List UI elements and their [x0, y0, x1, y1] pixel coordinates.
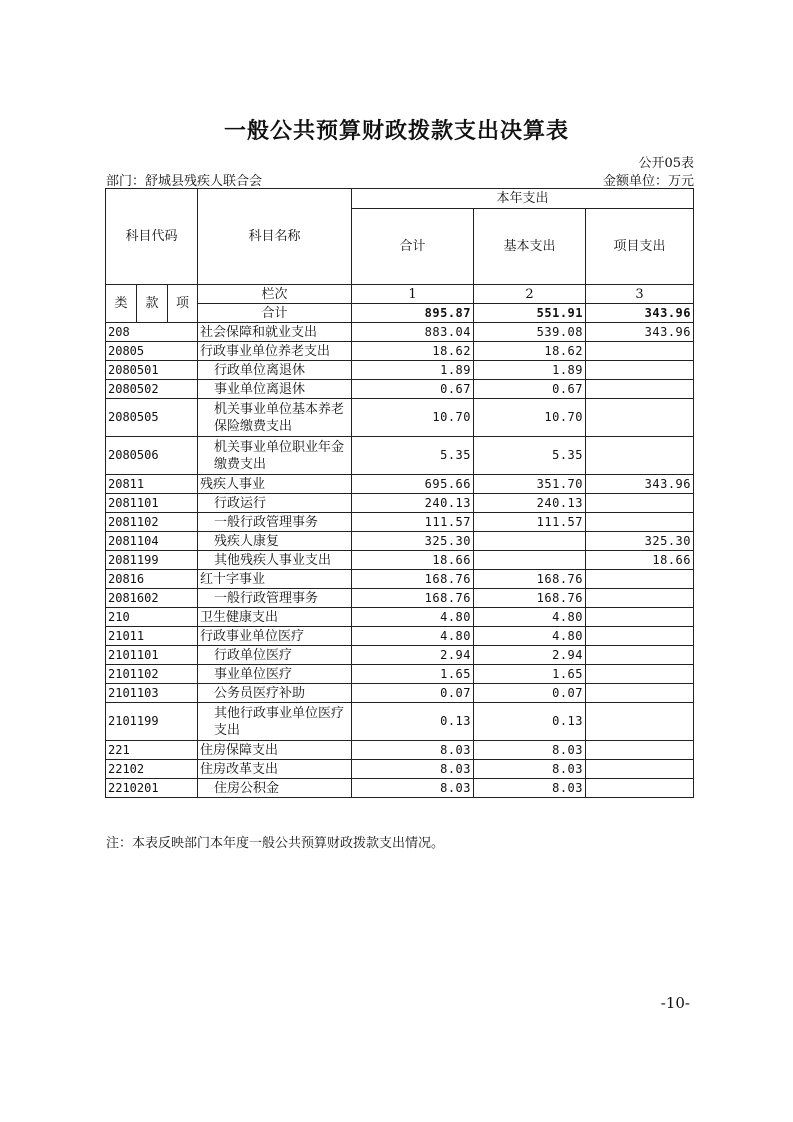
row-code: 210 — [106, 608, 198, 627]
table-row — [106, 665, 694, 684]
row-total: 8.03 — [352, 741, 474, 760]
row-project: 343.96 — [586, 323, 694, 342]
row-name: 住房改革支出 — [198, 760, 352, 779]
table-row — [106, 551, 694, 570]
row-basic: 351.70 — [474, 475, 586, 494]
row-name: 残疾人康复 — [198, 532, 352, 551]
row-total: 168.76 — [352, 570, 474, 589]
row-code: 20805 — [106, 342, 198, 361]
row-basic: 0.67 — [474, 380, 586, 399]
header-kuan: 款 — [137, 285, 168, 323]
header-current-year: 本年支出 — [352, 189, 694, 209]
row-code: 2081102 — [106, 513, 198, 532]
row-total: 0.67 — [352, 380, 474, 399]
row-total: 4.80 — [352, 608, 474, 627]
row-project — [586, 437, 694, 475]
totals-total: 895.87 — [352, 304, 474, 323]
row-name: 行政事业单位医疗 — [198, 627, 352, 646]
row-total: 1.65 — [352, 665, 474, 684]
row-project — [586, 570, 694, 589]
row-project — [586, 684, 694, 703]
row-project — [586, 361, 694, 380]
row-name: 一般行政管理事务 — [198, 589, 352, 608]
row-name: 卫生健康支出 — [198, 608, 352, 627]
header-col2: 2 — [474, 285, 586, 304]
row-total: 168.76 — [352, 589, 474, 608]
row-basic: 111.57 — [474, 513, 586, 532]
row-basic: 8.03 — [474, 779, 586, 798]
row-project — [586, 494, 694, 513]
row-total: 10.70 — [352, 399, 474, 437]
row-basic: 2.94 — [474, 646, 586, 665]
row-basic: 4.80 — [474, 627, 586, 646]
row-basic: 5.35 — [474, 437, 586, 475]
table-code: 公开05表 — [638, 156, 694, 171]
table-row — [106, 399, 694, 437]
row-basic: 4.80 — [474, 608, 586, 627]
table-row — [106, 475, 694, 494]
row-name: 事业单位离退休 — [198, 380, 352, 399]
row-code: 2101103 — [106, 684, 198, 703]
row-basic: 0.13 — [474, 703, 586, 741]
row-basic: 539.08 — [474, 323, 586, 342]
row-total: 1.89 — [352, 361, 474, 380]
row-code: 2080505 — [106, 399, 198, 437]
row-code: 2080502 — [106, 380, 198, 399]
table-row — [106, 589, 694, 608]
row-code: 20816 — [106, 570, 198, 589]
row-basic: 1.89 — [474, 361, 586, 380]
row-name: 其他残疾人事业支出 — [198, 551, 352, 570]
row-name: 公务员医疗补助 — [198, 684, 352, 703]
row-code: 2080506 — [106, 437, 198, 475]
row-code: 22102 — [106, 760, 198, 779]
row-basic: 1.65 — [474, 665, 586, 684]
row-name: 社会保障和就业支出 — [198, 323, 352, 342]
row-project — [586, 665, 694, 684]
row-total: 695.66 — [352, 475, 474, 494]
table-row — [106, 361, 694, 380]
row-total: 8.03 — [352, 779, 474, 798]
row-code: 2081602 — [106, 589, 198, 608]
row-code: 2081101 — [106, 494, 198, 513]
row-total: 325.30 — [352, 532, 474, 551]
row-total: 883.04 — [352, 323, 474, 342]
row-code: 2081199 — [106, 551, 198, 570]
row-code: 2101101 — [106, 646, 198, 665]
row-code: 21011 — [106, 627, 198, 646]
row-project: 325.30 — [586, 532, 694, 551]
row-name: 住房公积金 — [198, 779, 352, 798]
row-name: 残疾人事业 — [198, 475, 352, 494]
row-code: 2081104 — [106, 532, 198, 551]
header-col1: 1 — [352, 285, 474, 304]
table-row — [106, 494, 694, 513]
row-basic: 0.07 — [474, 684, 586, 703]
header-col3: 3 — [586, 285, 694, 304]
row-basic — [474, 551, 586, 570]
header-project: 项目支出 — [586, 209, 694, 285]
row-project — [586, 741, 694, 760]
row-project: 18.66 — [586, 551, 694, 570]
row-project — [586, 513, 694, 532]
table-row — [106, 323, 694, 342]
header-subject-code: 科目代码 — [106, 189, 198, 285]
header-lei: 类 — [106, 285, 137, 323]
header-xiang: 项 — [168, 285, 198, 323]
row-code: 2210201 — [106, 779, 198, 798]
header-column-no: 栏次 — [198, 285, 352, 304]
row-name: 其他行政事业单位医疗支出 — [198, 703, 352, 741]
table-row — [106, 513, 694, 532]
table-row — [106, 437, 694, 475]
table-row — [106, 760, 694, 779]
row-basic: 8.03 — [474, 760, 586, 779]
totals-label: 合计 — [198, 304, 352, 323]
row-code: 2101102 — [106, 665, 198, 684]
row-total: 18.66 — [352, 551, 474, 570]
totals-basic: 551.91 — [474, 304, 586, 323]
table-row — [106, 380, 694, 399]
row-project — [586, 760, 694, 779]
row-project — [586, 380, 694, 399]
row-project — [586, 399, 694, 437]
row-project — [586, 646, 694, 665]
row-name: 机关事业单位职业年金缴费支出 — [198, 437, 352, 475]
row-project: 343.96 — [586, 475, 694, 494]
row-basic — [474, 532, 586, 551]
row-basic: 10.70 — [474, 399, 586, 437]
table-row — [106, 684, 694, 703]
table-row — [106, 532, 694, 551]
row-project — [586, 608, 694, 627]
row-total: 18.62 — [352, 342, 474, 361]
totals-project: 343.96 — [586, 304, 694, 323]
row-project — [586, 779, 694, 798]
row-name: 行政事业单位养老支出 — [198, 342, 352, 361]
row-name: 一般行政管理事务 — [198, 513, 352, 532]
table-row — [106, 627, 694, 646]
table-row — [106, 779, 694, 798]
table-row — [106, 570, 694, 589]
table-row — [106, 342, 694, 361]
row-name: 住房保障支出 — [198, 741, 352, 760]
row-total: 0.13 — [352, 703, 474, 741]
row-total: 240.13 — [352, 494, 474, 513]
row-total: 4.80 — [352, 627, 474, 646]
table-row — [106, 741, 694, 760]
row-basic: 168.76 — [474, 589, 586, 608]
row-name: 机关事业单位基本养老保险缴费支出 — [198, 399, 352, 437]
row-project — [586, 703, 694, 741]
row-name: 事业单位医疗 — [198, 665, 352, 684]
row-project — [586, 589, 694, 608]
row-code: 208 — [106, 323, 198, 342]
row-project — [586, 627, 694, 646]
row-project — [586, 342, 694, 361]
department-label: 部门：舒城县残疾人联合会 — [106, 174, 263, 189]
row-basic: 18.62 — [474, 342, 586, 361]
table-note: 注：本表反映部门本年度一般公共预算财政拨款支出情况。 — [106, 836, 445, 851]
row-total: 0.07 — [352, 684, 474, 703]
row-total: 2.94 — [352, 646, 474, 665]
header-total: 合计 — [352, 209, 474, 285]
header-basic: 基本支出 — [474, 209, 586, 285]
expenditure-table — [105, 188, 694, 798]
row-code: 2101199 — [106, 703, 198, 741]
table-row — [106, 608, 694, 627]
header-subject-name: 科目名称 — [198, 189, 352, 285]
row-basic: 168.76 — [474, 570, 586, 589]
row-code: 2080501 — [106, 361, 198, 380]
row-name: 行政单位离退休 — [198, 361, 352, 380]
row-total: 5.35 — [352, 437, 474, 475]
row-code: 20811 — [106, 475, 198, 494]
row-total: 8.03 — [352, 760, 474, 779]
unit-label: 金额单位：万元 — [602, 174, 694, 189]
row-total: 111.57 — [352, 513, 474, 532]
row-name: 行政单位医疗 — [198, 646, 352, 665]
page-title: 一般公共预算财政拨款支出决算表 — [223, 118, 569, 144]
row-name: 行政运行 — [198, 494, 352, 513]
page-number: -10- — [660, 994, 690, 1012]
table-row — [106, 646, 694, 665]
row-code: 221 — [106, 741, 198, 760]
row-basic: 240.13 — [474, 494, 586, 513]
table-row — [106, 703, 694, 741]
row-basic: 8.03 — [474, 741, 586, 760]
row-name: 红十字事业 — [198, 570, 352, 589]
